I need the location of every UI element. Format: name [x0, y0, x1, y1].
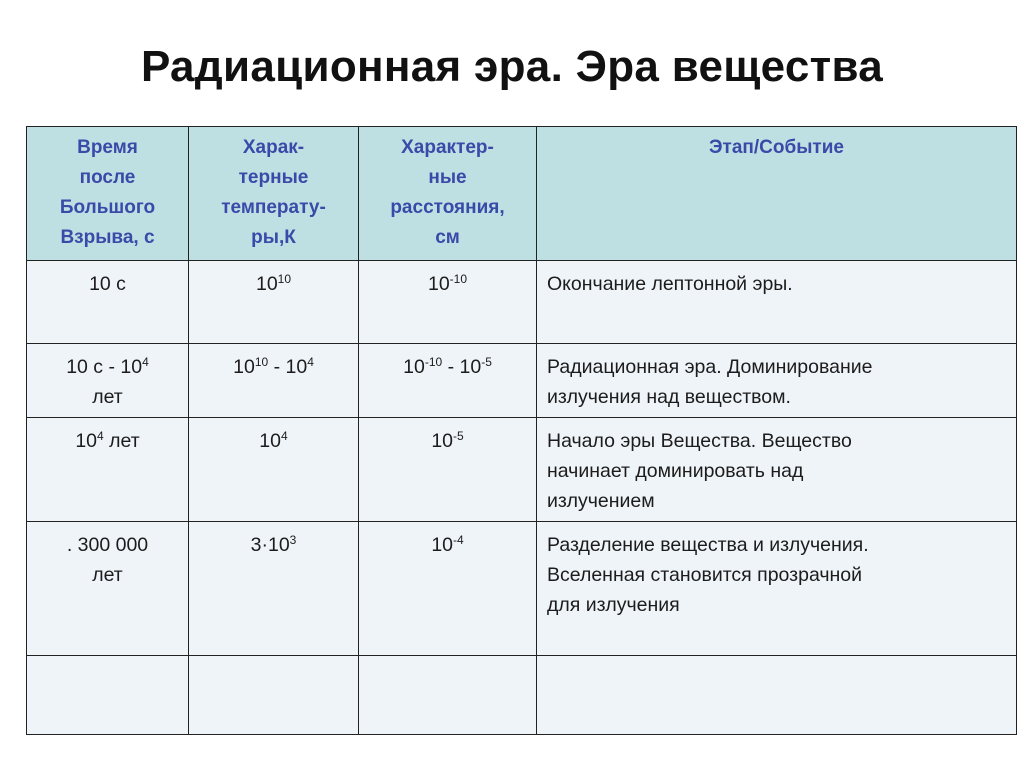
cell-time: 10 с	[27, 261, 189, 344]
cell-time: 10 с - $10^4$ лет	[27, 344, 189, 418]
header-temperature: Харак- терные температу- ры,К	[189, 127, 359, 261]
table-header-row	[27, 127, 1017, 261]
header-distance: Характер- ные расстояния, см	[359, 127, 537, 261]
cell-event: Окончание лептонной эры.	[537, 261, 1017, 344]
cell-temperature: $10^{10} - 10^4$	[189, 344, 359, 418]
cell-empty	[537, 656, 1017, 735]
cell-temperature: $10^4$	[189, 418, 359, 522]
table-row	[27, 344, 1017, 418]
cell-temperature: $3\cdot 10^3$	[189, 522, 359, 656]
cell-time: . 300 000 лет	[27, 522, 189, 656]
cell-distance: $10^{-4}$	[359, 522, 537, 656]
table-row-empty	[27, 656, 1017, 735]
cell-event: Начало эры Вещества. Вещество начинает доминировать над излучением	[537, 418, 1017, 522]
header-time: Время после Большого Взрыва, с	[27, 127, 189, 261]
cell-distance: $10^{-10} - 10^{-5}$	[359, 344, 537, 418]
table-row	[27, 261, 1017, 344]
cell-distance: $10^{-10}$	[359, 261, 537, 344]
cell-empty	[189, 656, 359, 735]
header-event: Этап/Событие	[537, 127, 1017, 261]
cell-temperature: $10^{10}$	[189, 261, 359, 344]
cell-empty	[359, 656, 537, 735]
era-table	[26, 126, 1017, 735]
slide-title: Радиационная эра. Эра вещества	[140, 42, 884, 91]
table-row	[27, 418, 1017, 522]
cell-event: Разделение вещества и излучения. Вселенная становится прозрачной для излучения	[537, 522, 1017, 656]
cell-time: $10^4$ лет	[27, 418, 189, 522]
table-row	[27, 522, 1017, 656]
cell-distance: $10^{-5}$	[359, 418, 537, 522]
cell-empty	[27, 656, 189, 735]
cell-event: Радиационная эра. Доминирование излучения над веществом.	[537, 344, 1017, 418]
